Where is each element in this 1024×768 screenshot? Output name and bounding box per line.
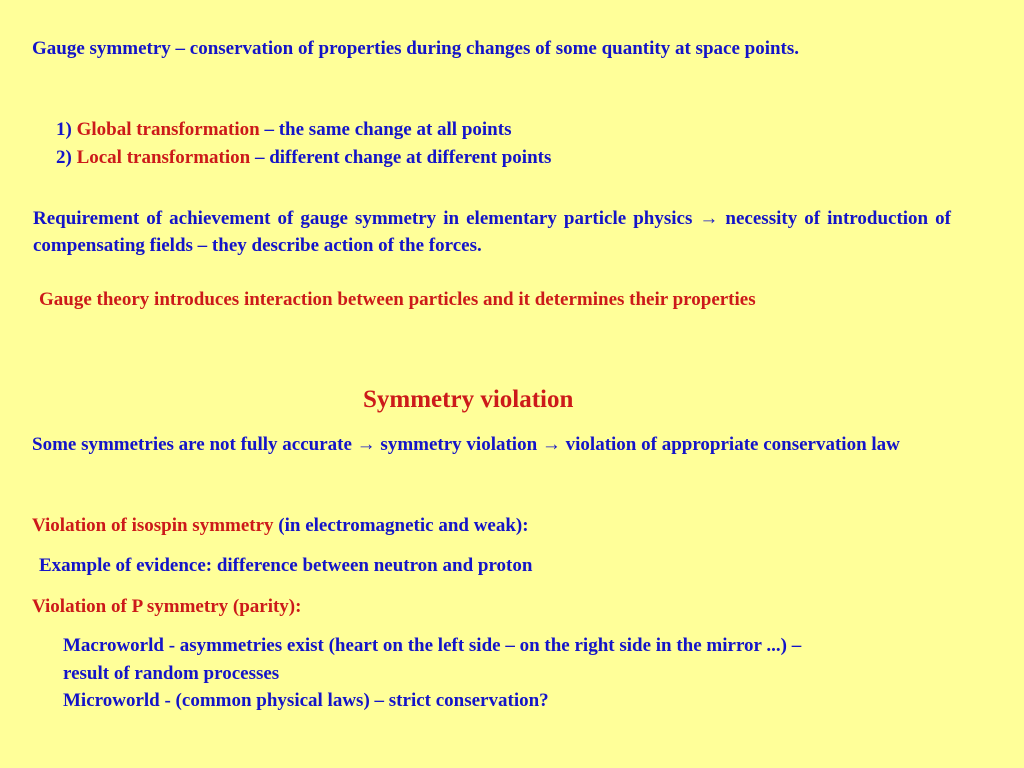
parity-title: Violation of P symmetry (parity): [32,596,302,617]
isospin-example: Example of evidence: difference between neutron and proton [39,555,533,576]
section-heading: Symmetry violation [363,386,574,413]
microworld-line: Microworld - (common physical laws) – strict conservation? [63,690,549,711]
transformation-name: Local transformation [76,147,251,168]
macroworld-line-1: Macroworld - asymmetries exist (heart on the left side – on the right side in the mirror ...) – [63,635,802,656]
transformation-number: 1) [56,119,72,140]
transformation-description: – different change at different points [254,147,552,168]
transformation-description: – the same change at all points [264,119,512,140]
intro-text: Gauge symmetry – conservation of properties during changes of some quantity at space points. [32,38,800,59]
violation-intro: Some symmetries are not fully accurate → symmetry violation → violation of appropriate conservation law [32,434,900,455]
gauge-theory-note: Gauge theory introduces interaction between particles and it determines their properties [39,289,756,310]
transformation-item-local [56,144,551,171]
isospin-note: (in electromagnetic and weak): [278,515,529,536]
transformation-name: Global transformation [76,119,260,140]
isospin-title: Violation of isospin symmetry [32,515,274,536]
requirement-text: Requirement of achievement of gauge symmetry in elementary particle physics → necessity of introduction of compensating fields – they describe action of the forces. [33,208,951,256]
transformation-item-global [56,116,511,143]
isospin-heading [32,512,529,539]
macroworld-line-2: result of random processes [63,663,280,684]
transformation-number: 2) [56,147,72,168]
